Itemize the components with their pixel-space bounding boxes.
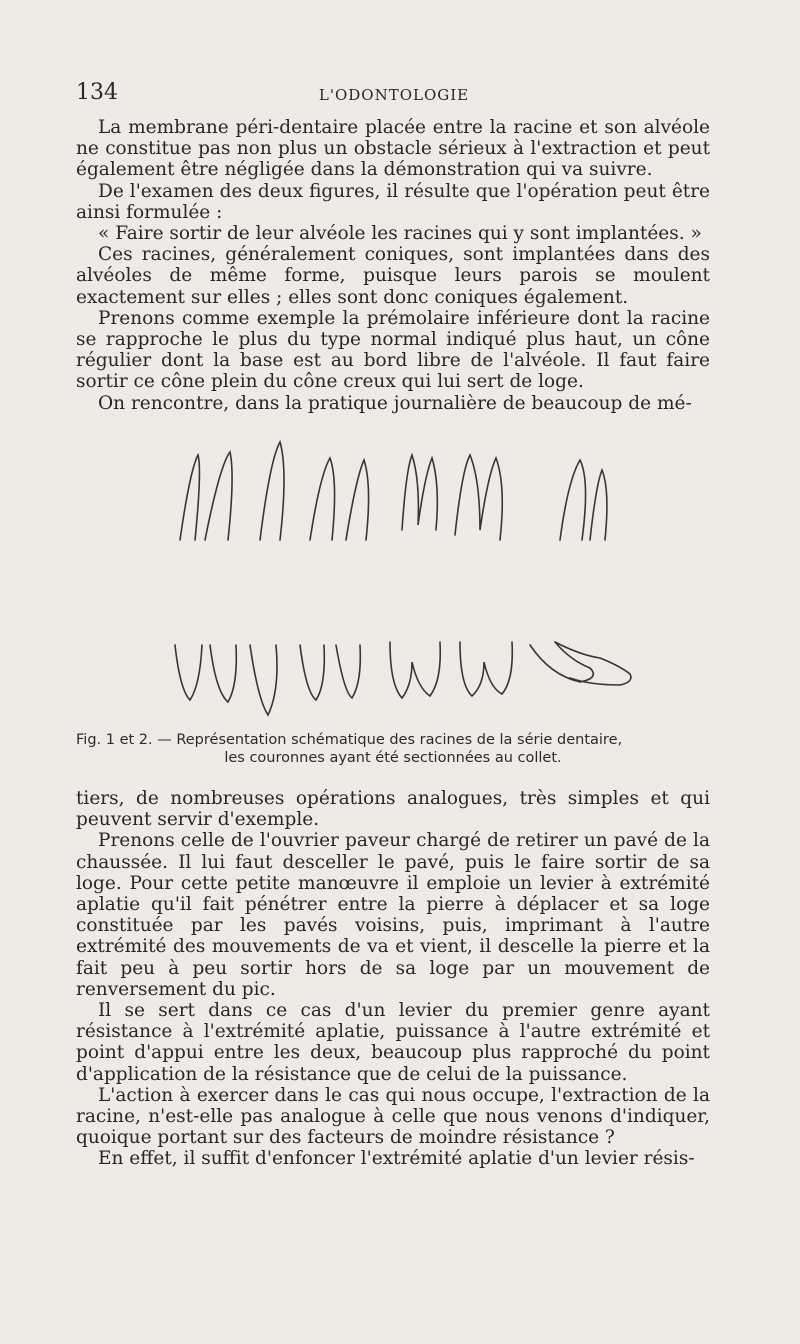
- paragraph: Prenons celle de l'ouvrier paveur chargé de retirer un pavé de la chaussée. Il lui faut desceller le pavé, puis le faire sortir de sa loge. Pour cette petite manœuvre il emploie un levier à extrémité aplatie qu'il fait pénétrer entre la pierre à déplacer et sa loge constituée par les pavés voisins, puis, imprimant à l'autre extrémité des mouvements de va et vient, il descelle la pierre et la fait peu à peu sortir hors de sa loge par un mouvement de renversement du pic.: [76, 830, 710, 1000]
- paragraph: De l'examen des deux figures, il résulte que l'opération peut être ainsi formulée :: [76, 180, 710, 223]
- paragraph: « Faire sortir de leur alvéole les racines qui y sont implantées. »: [98, 223, 702, 245]
- page-number: 134: [76, 80, 118, 105]
- figure-caption: [76, 731, 710, 767]
- paragraph: L'action à exercer dans le cas qui nous occupe, l'extraction de la racine, n'est-elle pas analogue à celle que nous venons d'indiquer, quoique portant sur des facteurs de moindre résistance ?: [76, 1084, 710, 1149]
- tooth-roots-figure: [150, 430, 650, 730]
- paragraph: La membrane péri-dentaire placée entre la racine et son alvéole ne constitue pas non plus un obstacle sérieux à l'extraction et peut également être négligée dans la démonstration qui va suivre.: [76, 117, 710, 181]
- caption-line-2: les couronnes ayant été sectionnées au collet.: [224, 750, 562, 766]
- body-text-bottom: [76, 788, 710, 1170]
- running-title: L'ODONTOLOGIE: [318, 86, 470, 104]
- body-text-top: [76, 117, 710, 414]
- paragraph: Prenons comme exemple la prémolaire inférieure dont la racine se rapproche le plus du type normal indiqué plus haut, un cône régulier dont la base est au bord libre de l'alvéole. Il faut faire sortir ce cône plein du cône creux qui lui sert de loge.: [76, 307, 710, 393]
- paragraph: Ces racines, généralement coniques, sont implantées dans des alvéoles de même forme, puisque leurs parois se moulent exactement sur elles ; elles sont donc coniques également.: [76, 244, 710, 308]
- paragraph: Il se sert dans ce cas d'un levier du premier genre ayant résistance à l'extrémité aplatie, puissance à l'autre extrémité et point d'appui entre les deux, beaucoup plus rapproché du point d'application de la résistance que de celui de la puissance.: [76, 1000, 710, 1085]
- paragraph: On rencontre, dans la pratique journalière de beaucoup de mé-: [98, 392, 692, 414]
- paragraph: En effet, il suffit d'enfoncer l'extrémité aplatie d'un levier résis-: [98, 1148, 695, 1170]
- roots-illustration: [150, 430, 650, 730]
- upper-roots-row: [180, 442, 607, 540]
- paragraph: tiers, de nombreuses opérations analogues, très simples et qui peuvent servir d'exemple.: [76, 788, 710, 831]
- lower-roots-row: [175, 642, 631, 715]
- page-header: [76, 80, 712, 110]
- caption-line-1: Fig. 1 et 2. — Représentation schématique des racines de la série dentaire,: [76, 732, 623, 748]
